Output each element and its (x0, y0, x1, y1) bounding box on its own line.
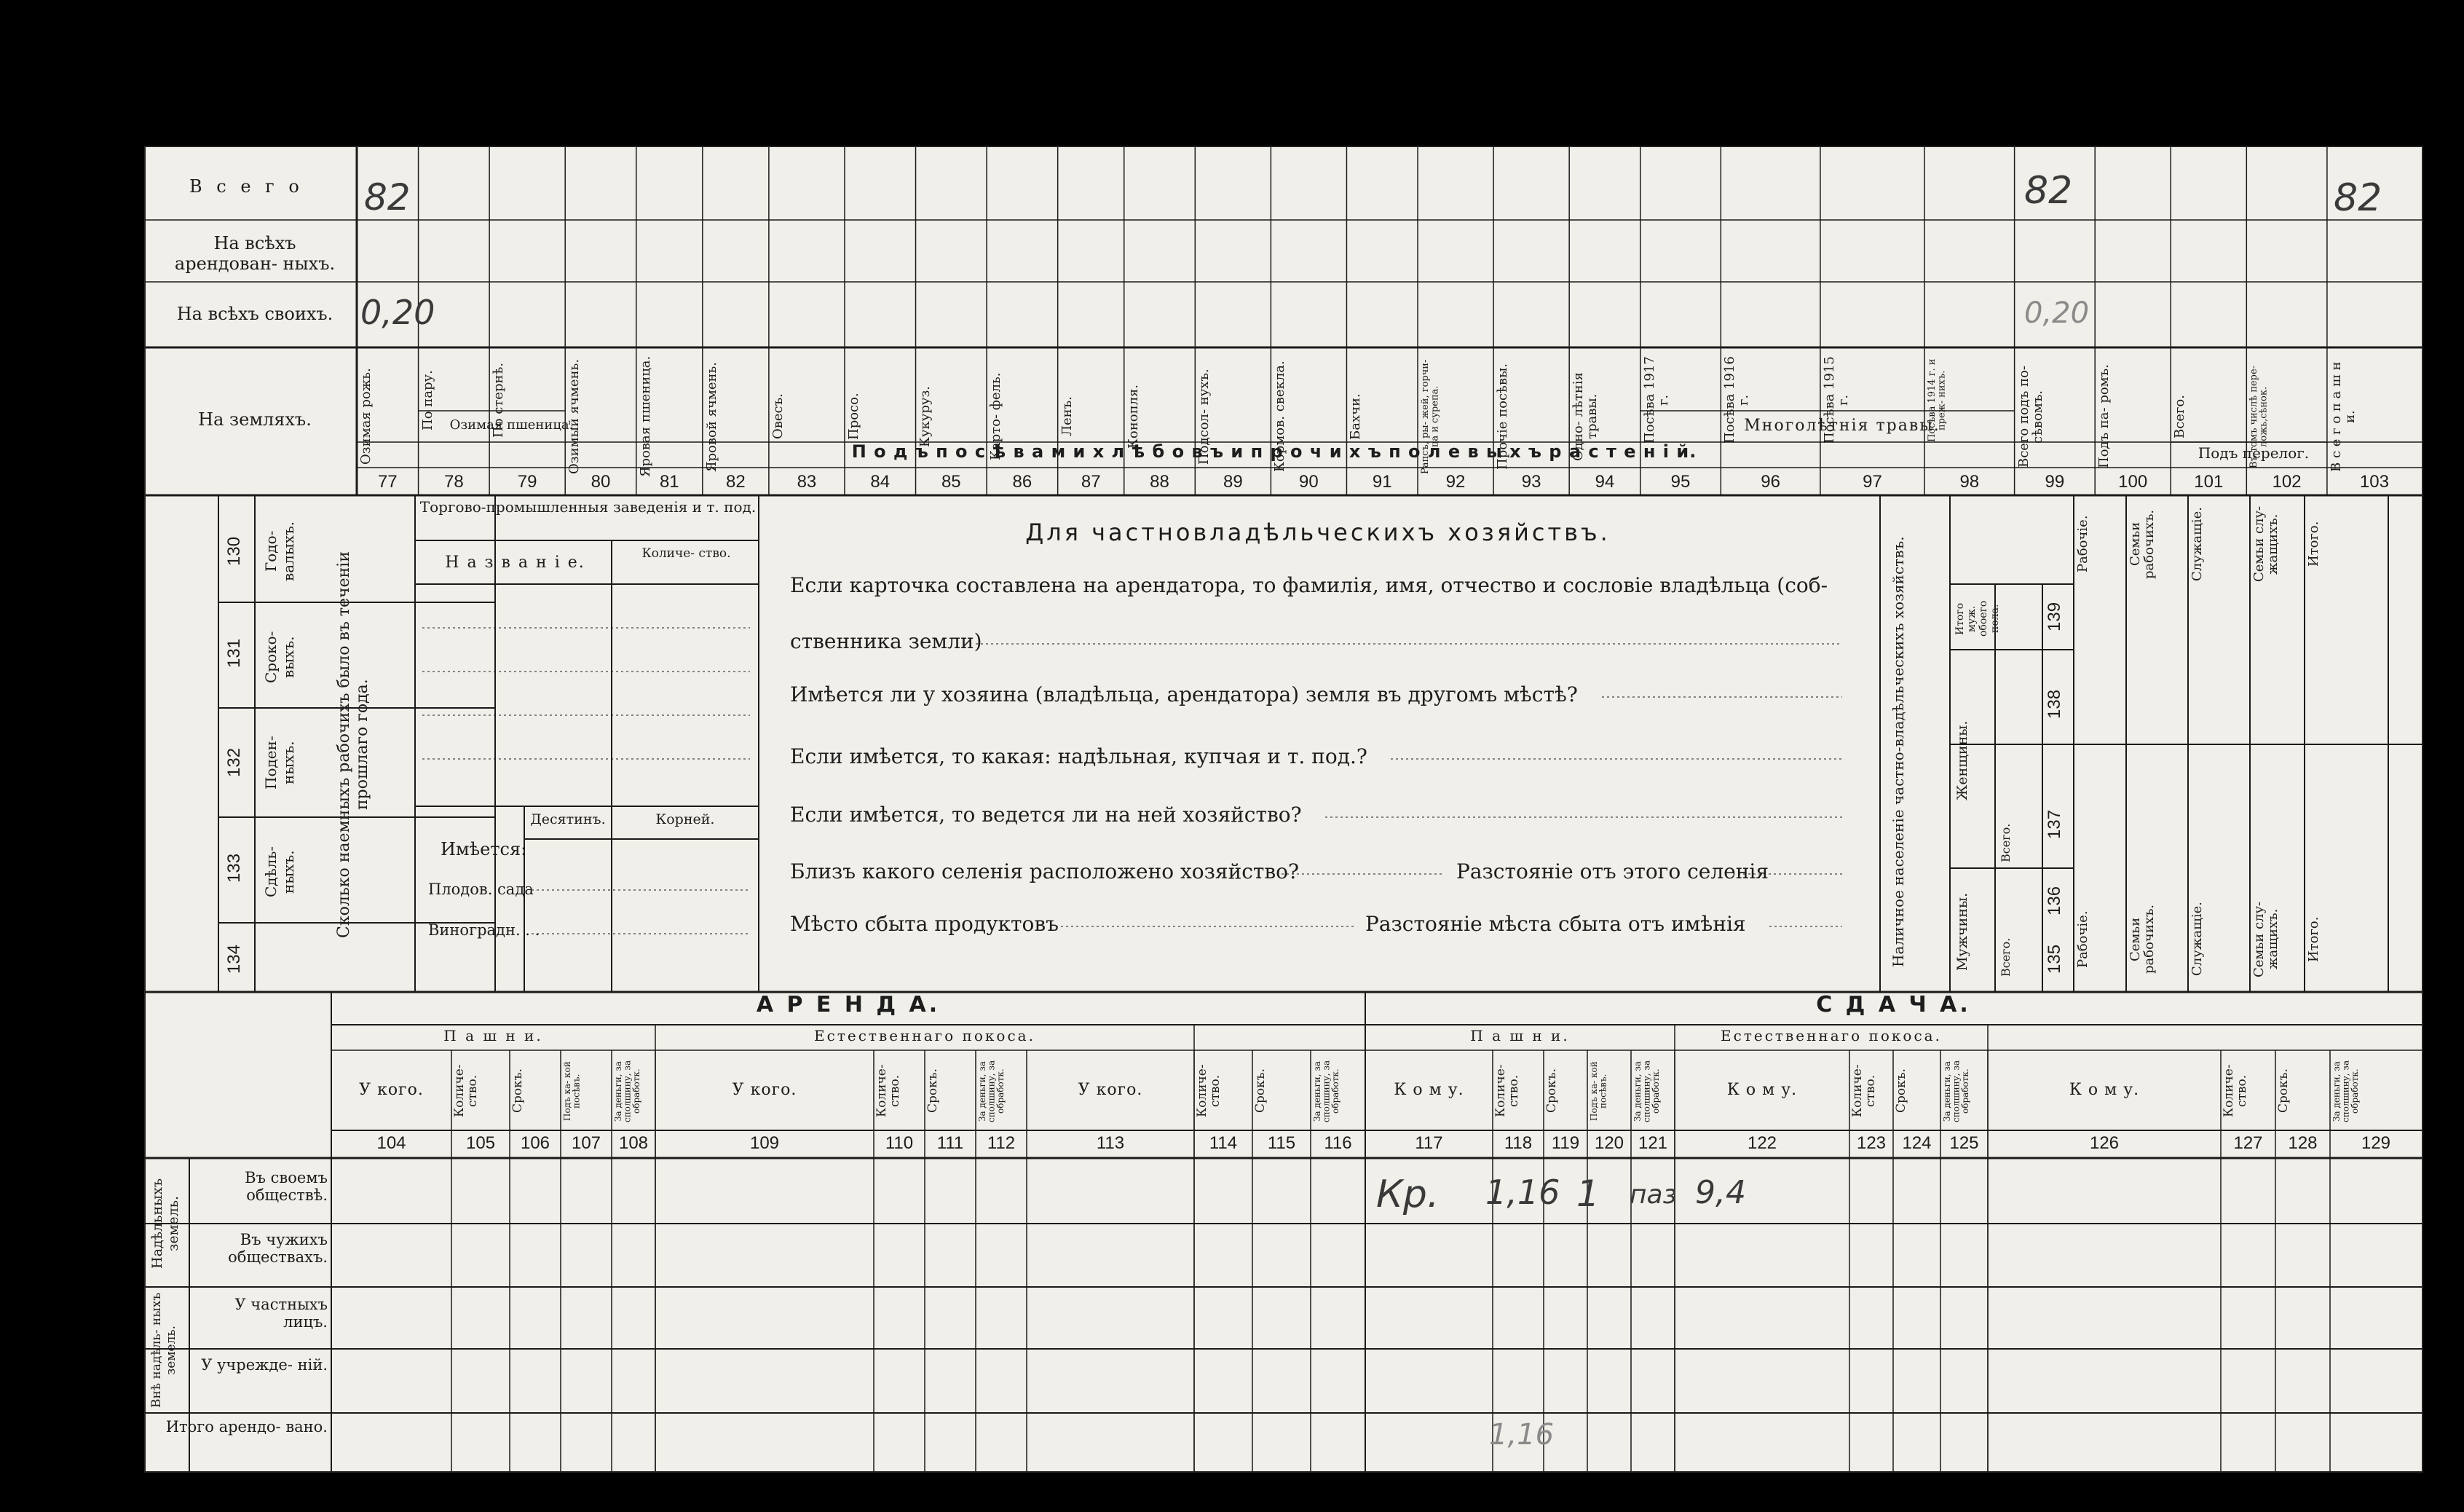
crop-header-94: Одно- лѣтнія травы. (1571, 372, 1600, 461)
trade-name-header: Н а з в а н і е. (445, 554, 585, 572)
pop-right-top-0: Рабочіе. (2075, 515, 2090, 573)
lease-header-104: У кого. (359, 1081, 424, 1099)
crop-num-84: 84 (870, 472, 891, 492)
hw-itogo: 1,16 (1489, 1418, 1555, 1452)
pop-right-top-3: Семьи слу- жащихъ. (2251, 505, 2281, 583)
lease-header-106: Срокъ. (510, 1068, 525, 1114)
lease-header-123: Количе- ство. (1850, 1064, 1878, 1118)
lease-header-118: Количе- ство. (1493, 1064, 1521, 1118)
crop-num-91: 91 (1372, 472, 1392, 492)
desyatin-header: Десятинъ. (530, 811, 606, 827)
lease-num-125: 125 (1949, 1133, 1979, 1153)
private-line-2: ственника земли) (790, 629, 982, 653)
crop-num-95: 95 (1670, 472, 1691, 492)
lease-header-129: За деньги, за сполшину, за обработк. (2331, 1060, 2361, 1122)
crop-num-79: 79 (517, 472, 537, 492)
crop-header-101: Всего. (2172, 395, 2188, 438)
mnogoletnie-label: Многолѣтнія травы. (1744, 417, 1940, 435)
livestock-num-132: 132 (224, 747, 244, 778)
crop-header-79: По стернѣ. (491, 362, 507, 438)
crop-header-96: Посѣва 1916 г. (1722, 356, 1752, 444)
crop-header-98: Посѣва 1914 г. и преж- нихъ. (1927, 358, 1948, 442)
nadelnykh-label: Надѣльныхъ земель. (149, 1178, 181, 1269)
lease-num-119: 119 (1551, 1133, 1580, 1153)
crop-num-92: 92 (1445, 472, 1466, 492)
crop-header-83: Овесъ. (770, 393, 786, 440)
hw-vsego-103: 82 (2334, 176, 2382, 220)
u-uchrezh-label: У учрежде- ній. (201, 1356, 328, 1374)
pop-right-bot-1: Семьи рабочихъ. (2128, 904, 2157, 974)
pod-perelog-label: Подъ перелог. (2198, 444, 2310, 462)
private-line-7: Мѣсто сбыта продуктовъ (790, 912, 1059, 936)
lease-num-114: 114 (1209, 1133, 1238, 1153)
crop-num-89: 89 (1223, 472, 1243, 492)
crop-num-86: 86 (1012, 472, 1032, 492)
lease-num-104: 104 (376, 1133, 406, 1153)
crop-num-78: 78 (443, 472, 464, 492)
hired-srokovykh: Сроко- выхъ. (262, 631, 297, 683)
rasstoyanie-1: Разстояніе отъ этого селенія (1456, 859, 1769, 883)
crop-num-80: 80 (591, 472, 611, 492)
hw-svoikh-77: 0,20 (360, 293, 435, 332)
hired-workers-title: Сколько наемныхъ рабочихъ было въ теченіи прошлаго года. (335, 551, 371, 938)
crop-header-82: Яровой ячмень. (703, 361, 719, 472)
crop-header-91: Бахчи. (1348, 393, 1364, 440)
lease-num-120: 120 (1594, 1133, 1624, 1153)
hw-svoikh-99: 0,20 (2024, 296, 2090, 330)
vinograd-label: Виноградн. . . (428, 921, 540, 939)
crop-num-83: 83 (797, 472, 817, 492)
lease-num-108: 108 (618, 1133, 649, 1153)
korney-header: Корней. (655, 811, 715, 827)
vsego-zh: Всего. (1999, 823, 2013, 862)
lease-num-116: 116 (1324, 1133, 1352, 1153)
lease-num-121: 121 (1638, 1133, 1668, 1153)
hw-srok: 1 (1576, 1173, 1600, 1215)
lease-num-112: 112 (987, 1133, 1016, 1153)
crop-num-97: 97 (1863, 472, 1882, 492)
hw-vsego-99: 82 (2024, 169, 2073, 213)
row-label-arend: На всѣхъ арендован- ныхъ. (174, 233, 336, 274)
lease-header-121: За деньги, за сполшину, за обработк. (1632, 1060, 1662, 1122)
trade-title: Торгово-промышленныя заведенія и т. под. (419, 498, 757, 516)
lease-num-126: 126 (2089, 1133, 2120, 1153)
lease-header-120: Подъ ка- кой посѣвъ. (1589, 1061, 1608, 1121)
crop-header-85: Кукуруз. (917, 386, 933, 448)
itogo-arendovano-label: Итого арендо- вано. (165, 1418, 328, 1436)
lease-header-122: К о м у. (1726, 1081, 1798, 1099)
imeetsya-label: Имѣется: (441, 839, 527, 859)
crop-header-99: Всего подъ по- сѣвомъ. (2015, 366, 2045, 468)
private-line-6: Близъ какого селенія расположено хозяйство? (790, 859, 1300, 883)
u-chastnykh-label: У частныхъ лицъ. (234, 1296, 328, 1331)
lease-group-1: Естественнаго покоса. (814, 1027, 1035, 1044)
hw-komu: Кр. (1376, 1173, 1440, 1216)
hw-pod: паз (1630, 1180, 1677, 1210)
crop-header-103: В с е г о п а ш н и. (2328, 361, 2358, 472)
lease-num-123: 123 (1856, 1133, 1887, 1153)
crop-header-81: Яровая пшеница. (637, 355, 653, 478)
lease-header-116: За деньги, за сполшину, за обработк. (1312, 1060, 1341, 1122)
crop-header-87: Ленъ. (1059, 396, 1075, 437)
crop-header-100: Подъ па- ромъ. (2096, 364, 2112, 469)
private-line-5: Если имѣется, то ведется ли на ней хозяйство? (790, 803, 1302, 827)
lease-header-112: За деньги, за сполшину, за обработк. (977, 1060, 1006, 1122)
pop-num-137: 137 (2045, 809, 2064, 840)
crop-header-80: Озимый ячмень. (566, 358, 583, 475)
itogo-obo: Итого муж. обоего полa. (1954, 600, 2001, 637)
crop-num-87: 87 (1081, 472, 1101, 492)
hw-vsego-77: 82 (364, 176, 411, 218)
crop-num-90: 90 (1299, 472, 1319, 492)
sad-label: Плодов. сада (428, 881, 534, 898)
lease-group-2: П а ш н и. (1470, 1027, 1570, 1044)
pop-num-135: 135 (2045, 944, 2064, 974)
crop-num-85: 85 (941, 472, 961, 492)
crop-header-90: Кормов. свекла. (1272, 361, 1288, 473)
crop-num-98: 98 (1959, 472, 1980, 492)
hw-kolichestvo: 1,16 (1485, 1173, 1560, 1212)
livestock-num-131: 131 (224, 638, 244, 669)
row-label-svoikh: На всѣхъ своихъ. (176, 304, 333, 324)
crop-num-101: 101 (2194, 472, 2224, 492)
lease-num-124: 124 (1902, 1133, 1932, 1153)
lease-header-128: Срокъ. (2276, 1068, 2291, 1114)
lease-group-3: Естественнаго покоса. (1721, 1027, 1942, 1044)
sdacha-title: С Д А Ч А. (1816, 992, 1971, 1017)
muzhchiny-label: Мужчины. (1954, 892, 1970, 972)
lease-header-119: Срокъ. (1544, 1068, 1559, 1114)
crop-num-77: 77 (377, 472, 398, 492)
vne-label: Внѣ надѣль- ныхъ земель. (149, 1292, 178, 1409)
lease-num-107: 107 (571, 1133, 601, 1153)
private-line-3: Имѣется ли у хозяина (владѣльца, арендатора) земля въ другомъ мѣстѣ? (790, 682, 1578, 706)
lease-num-111: 111 (936, 1133, 964, 1153)
lease-header-109: У кого. (732, 1081, 797, 1099)
lease-header-107: Подъ ка- кой посѣвъ. (562, 1061, 582, 1121)
crop-num-103: 103 (2359, 472, 2389, 492)
crop-num-100: 100 (2118, 472, 2148, 492)
lease-num-127: 127 (2233, 1133, 2263, 1153)
hw-za: 9,4 (1695, 1174, 1746, 1211)
pop-num-136: 136 (2045, 886, 2064, 916)
row-label-vsego: В с е г о (189, 176, 304, 197)
crop-num-96: 96 (1761, 472, 1780, 492)
crop-num-102: 102 (2272, 472, 2302, 492)
ozimaya-pshenitsa-label: Озимая пшеница. (449, 417, 574, 433)
livestock-num-134: 134 (224, 944, 244, 974)
hired-godovykh: Годо- валыхъ. (262, 521, 297, 582)
vsego-m: Всего. (1999, 937, 2013, 977)
crop-header-97: Посѣва 1915 г. (1821, 356, 1851, 444)
pop-right-bot-0: Рабочіе. (2075, 910, 2090, 968)
lease-header-114: Количе- ство. (1195, 1064, 1223, 1118)
lease-num-115: 115 (1267, 1133, 1296, 1153)
lease-header-125: За деньги, за сполшину, за обработк. (1942, 1060, 1971, 1122)
lease-header-108: За деньги, за сполшину, за обработк. (613, 1060, 642, 1122)
crop-header-78: По пару. (419, 370, 435, 430)
lease-header-105: Количе- ство. (452, 1064, 480, 1118)
rasstoyanie-2: Разстояніе мѣста сбыта отъ имѣнія (1365, 912, 1746, 936)
pop-right-top-2: Служащіе. (2189, 507, 2205, 581)
private-title: Для частновладѣльческихъ хозяйствъ. (1025, 519, 1611, 546)
lease-header-124: Срокъ. (1894, 1068, 1908, 1114)
hired-sdelnykh: Сдѣль- ныхъ. (262, 846, 297, 898)
pop-num-138: 138 (2045, 689, 2064, 720)
hired-podennykh: Поден- ныхъ. (262, 736, 297, 790)
lease-num-113: 113 (1096, 1133, 1125, 1153)
pop-num-139: 139 (2045, 602, 2064, 632)
row-label-na-zemlyakh: На земляхъ. (198, 409, 312, 430)
pop-right-top-1: Семьи рабочихъ. (2128, 509, 2157, 579)
lease-num-105: 105 (465, 1133, 496, 1153)
lease-num-117: 117 (1415, 1133, 1443, 1153)
crop-header-95: Посѣва 1917 г. (1641, 356, 1671, 444)
private-line-1: Если карточка составлена на арендатора, то фамилія, имя, отчество и сословіе владѣльца (соб- (790, 573, 1828, 597)
crop-header-93: Прочіе посѣвы. (1495, 363, 1511, 470)
population-side: Наличное населеніе частно-владѣльческихъ хозяйствъ. (1890, 536, 1907, 967)
v-svoem-label: Въ своемъ обществѣ. (245, 1169, 328, 1204)
lease-header-127: Количе- ство. (2222, 1064, 2249, 1118)
lease-header-110: Количе- ство. (874, 1064, 902, 1118)
crop-header-84: Просо. (845, 393, 861, 441)
lease-header-126: К о м у. (2069, 1081, 2140, 1099)
lease-header-113: У кого. (1078, 1081, 1143, 1099)
crop-header-89: Подсол- нухъ. (1196, 369, 1212, 465)
v-chuzhikh-label: Въ чужихъ обществахъ. (228, 1231, 328, 1266)
crop-header-102: Въ томъ числѣ пере- ложь,сѣнок. (2248, 365, 2270, 468)
crop-num-81: 81 (659, 472, 679, 492)
crop-num-82: 82 (726, 472, 746, 492)
lease-num-128: 128 (2288, 1133, 2318, 1153)
lease-num-109: 109 (749, 1133, 780, 1153)
crop-num-94: 94 (1595, 472, 1615, 492)
census-card (144, 146, 2423, 1473)
pop-right-top-4: Итого. (2306, 521, 2321, 567)
crops-banner: П о д ъ п о с ѣ в а м и х л ѣ б о в ъ и п р о ч и х ъ п о л е в ы х ъ р а с т е н і й. (851, 441, 1697, 462)
lease-num-122: 122 (1747, 1133, 1777, 1153)
pop-right-bot-3: Семьи слу- жащихъ. (2251, 901, 2281, 977)
lease-num-129: 129 (2361, 1133, 2391, 1153)
zhenshchiny-label: Женщины. (1954, 720, 1970, 801)
livestock-num-133: 133 (224, 853, 244, 883)
lease-num-106: 106 (520, 1133, 550, 1153)
crop-header-92: Рапсъ, ры- жей, горчи- ца и сурепа. (1420, 359, 1441, 474)
lease-header-111: Срокъ. (925, 1068, 940, 1114)
trade-qty-header: Количе- ство. (641, 546, 731, 561)
crop-header-86: Карто- фель. (988, 372, 1004, 461)
livestock-num-130: 130 (224, 536, 244, 567)
private-line-4: Если имѣется, то какая: надѣльная, купчая и т. под.? (790, 744, 1367, 768)
crop-header-77: Озимая рожь. (358, 368, 374, 465)
arenda-title: А Р Е Н Д А. (756, 992, 941, 1017)
crop-num-88: 88 (1150, 472, 1169, 492)
pop-right-bot-4: Итого. (2306, 916, 2321, 962)
lease-header-115: Срокъ. (1253, 1068, 1268, 1114)
crop-num-93: 93 (1521, 472, 1541, 492)
pop-right-bot-2: Служащіе. (2189, 902, 2205, 977)
lease-num-118: 118 (1504, 1133, 1533, 1153)
lease-group-0: П а ш н и. (443, 1027, 543, 1044)
crop-header-88: Конопля. (1125, 384, 1141, 449)
crop-num-99: 99 (2045, 472, 2065, 492)
lease-header-117: К о м у. (1394, 1081, 1464, 1099)
lease-num-110: 110 (885, 1133, 914, 1153)
